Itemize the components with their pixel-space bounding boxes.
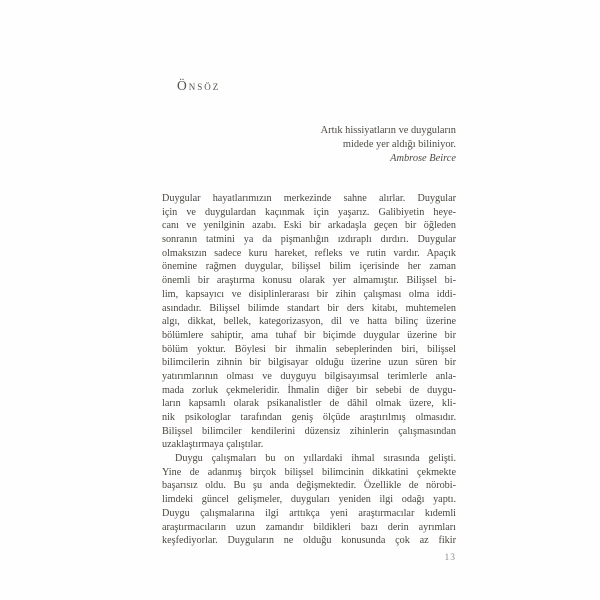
- body-text-line: bölümlere sahiptir, ama tuhaf bir biçimde duygular üzerine bir: [162, 329, 456, 341]
- body-text-line: lim, kapsayıcı ve disiplinlerarası bir zihin çalışması olma iddi-: [162, 288, 456, 300]
- body-text-line: bölüm yoktur. Böylesi bir ihmalin sebeplerinden biri, bilişsel: [162, 343, 456, 355]
- body-text-line: önemli bir araştırma konusu olarak yer almamıştır. Bilişsel bi-: [162, 275, 456, 287]
- epigraph-line: Artık hissiyatların ve duyguların: [320, 125, 456, 136]
- body-text-line: Duygu çalışmalarına ilgi arttıkça yeni araştırmacılar kıdemli: [162, 507, 456, 519]
- body-text-line: nik psikologlar tarafından geniş ölçüde araştırılmış olmasıdır.: [162, 412, 456, 423]
- body-text-line: araştırmacıların uzun zamandır bildikleri bazı derin ayrımları: [162, 521, 456, 533]
- body-text-line: canı ve yenilginin azabı. Eski bir arkadaşla geçen bir öğleden: [162, 220, 456, 232]
- body-text-line: limdeki güncel gelişmeler, duyguları yeniden ilgi odağı yaptı.: [162, 494, 456, 506]
- body-text-line: sonranın tatmini ya da pişmanlığın ızdıraplı dırdırı. Duygular: [162, 234, 456, 246]
- body-text-line: ların kapsamlı olarak psikanalistler de dâhil olmak üzere, kli-: [162, 398, 456, 410]
- body-text-line: önemine rağmen duygular, bilişsel bilim içerisinde her zaman: [162, 261, 456, 273]
- body-text-line: yatırımlarının olması ve duyguyu bilgisayımsal terimlerle anla-: [162, 370, 456, 382]
- body-text-line: Duygular hayatlarımızın merkezinde sahne alırlar. Duygular: [162, 193, 456, 204]
- body-text-line: bilimcilerin zihnin bir bilgisayar olduğu üzerine uzun süren bir: [162, 357, 456, 369]
- epigraph-line: midede yer aldığı biliniyor.: [342, 139, 456, 151]
- epigraph-lines: [162, 124, 456, 152]
- body-text-line: algı, dikkat, bellek, kategorizasyon, dil ve hatta bilinç üzerine: [162, 316, 456, 328]
- body-text-line: mada zorluk çekmeleridir. İhmalin diğer bir sebebi de duygu-: [162, 384, 456, 396]
- body-text-line: olmaksızın sadece kuru hareket, refleks ve rutin vardır. Apaçık: [162, 247, 456, 259]
- epigraph: [162, 124, 456, 167]
- chapter-heading: Önsöz: [177, 78, 221, 93]
- body-text-line: Bilişsel bilimciler kendilerini düzensiz zihinlerin çalışmasından: [162, 425, 456, 437]
- body-text: [162, 192, 456, 548]
- body-text-line: başarısız oldu. Bu şu anda değişmektedir. Özellikle de nörobi-: [162, 480, 456, 492]
- body-text-line: için ve duygulardan kaçınmak için yaşarız. Galibiyetin heye-: [162, 206, 456, 218]
- body-text-line: Duygu çalışmaları bu on yıllardaki ihmal sırasında gelişti.: [175, 453, 456, 465]
- body-text-line: keşfediyorlar. Duyguların ne olduğu konusunda çok az fikir: [162, 535, 456, 547]
- epigraph-attribution: Ambrose Beirce: [390, 153, 456, 165]
- page-number: 13: [444, 553, 456, 563]
- body-text-line: uzaklaştırmaya çalıştılar.: [162, 439, 264, 451]
- body-text-line: asındadır. Bilişsel bilimde standart bir ders kitabı, muhtemelen: [162, 302, 456, 314]
- body-text-line: Yine de adanmış birçok bilişsel bilimcinin dikkatini çekmekte: [162, 466, 456, 478]
